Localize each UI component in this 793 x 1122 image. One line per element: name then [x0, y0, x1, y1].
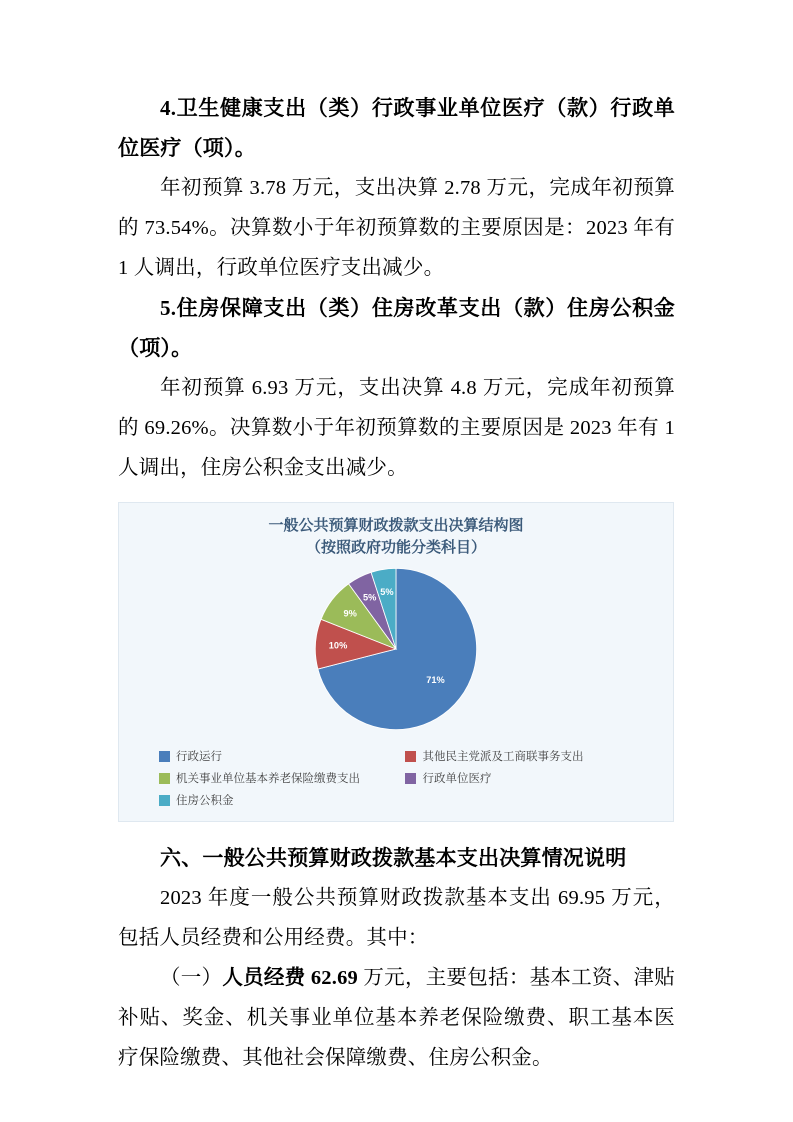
para2-rest: 万元，主要包括：基本工资、津贴补贴、奖金、机关事业单位基本养老保险缴费、职工基本医疗保险缴费、其他社会保障缴费、住房公积金。 — [118, 967, 676, 1069]
pie-svg — [312, 565, 480, 733]
section-4-heading: 4.卫生健康支出（类）行政事业单位医疗（款）行政单位医疗（项）。 — [118, 96, 675, 160]
chart-plot-area — [129, 559, 663, 741]
legend-swatch-icon — [159, 773, 170, 784]
pie-slice-label: 5% — [380, 586, 394, 597]
legend-item — [405, 770, 633, 786]
legend-item — [405, 748, 633, 764]
legend-label: 机关事业单位基本养老保险缴费支出 — [176, 773, 360, 785]
expenditure-pie-chart — [118, 502, 674, 822]
legend-label: 行政单位医疗 — [422, 773, 492, 785]
legend-item — [159, 770, 405, 786]
legend-item — [159, 748, 405, 764]
chart-legend — [129, 745, 663, 811]
legend-label: 住房公积金 — [176, 795, 234, 807]
legend-swatch-icon — [159, 751, 170, 762]
para2-prefix: （一） — [160, 967, 223, 989]
legend-label: 其他民主党派及工商联事务支出 — [422, 751, 584, 763]
section-4-body: 年初预算 3.78 万元，支出决算 2.78 万元，完成年初预算的 73.54%。决算数小于年初预算数的主要原因是：2023 年有 1 人调出，行政单位医疗支出减少。 — [118, 177, 675, 279]
legend-swatch-icon — [159, 795, 170, 806]
section-5-body: 年初预算 6.93 万元，支出决算 4.8 万元，完成年初预算的 69.26%。决算数小于年初预算数的主要原因是 2023 年有 1 人调出，住房公积金支出减少。 — [118, 377, 675, 479]
section-6-para-2 — [118, 958, 675, 1078]
section-5-heading: 5.住房保障支出（类）住房改革支出（款）住房公积金（项）。 — [118, 296, 675, 360]
section-6-heading: 六、一般公共预算财政拨款基本支出决算情况说明 — [160, 846, 627, 870]
para2-bold: 人员经费 62.69 — [222, 967, 358, 989]
chart-subtitle: （按照政府功能分类科目） — [305, 539, 486, 556]
legend-item — [159, 792, 405, 808]
legend-swatch-icon — [405, 773, 416, 784]
legend-swatch-icon — [405, 751, 416, 762]
pie-slice-label: 10% — [328, 640, 348, 651]
chart-title: 一般公共预算财政拨款支出决算结构图 — [268, 517, 524, 534]
pie-graphic — [312, 565, 480, 733]
legend-label: 行政运行 — [176, 751, 222, 763]
section-6-para-1: 2023 年度一般公共预算财政拨款基本支出 69.95 万元，包括人员经费和公用经费。其中： — [118, 887, 675, 949]
pie-slice-label: 71% — [426, 675, 445, 686]
pie-slice-label: 9% — [343, 608, 357, 619]
pie-slice-label: 5% — [362, 592, 377, 603]
